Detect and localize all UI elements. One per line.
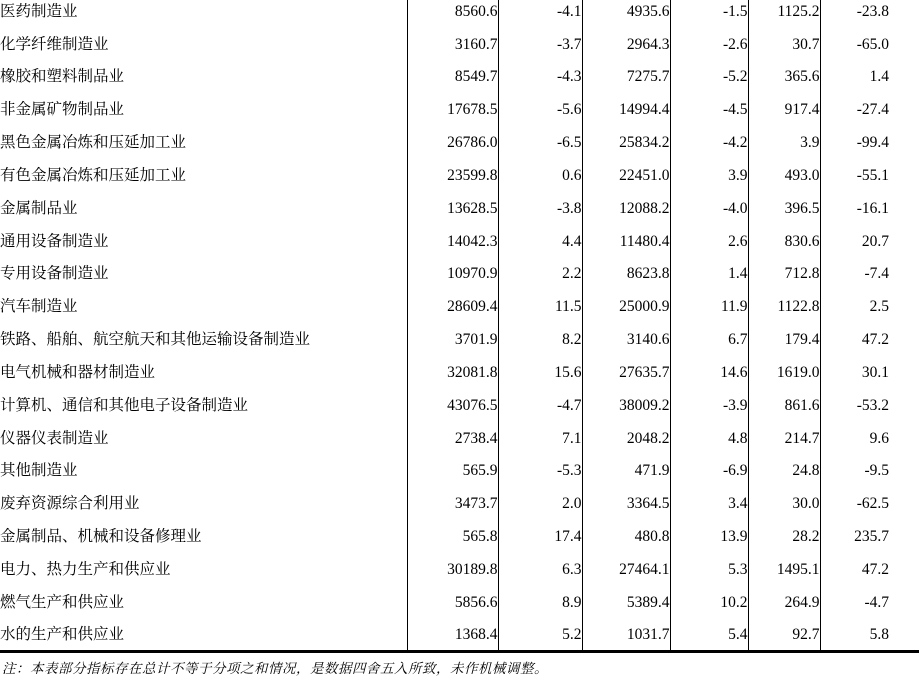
value-cell: 27464.1 bbox=[582, 553, 670, 586]
value-cell: 23599.8 bbox=[407, 159, 498, 192]
value-cell: 17.4 bbox=[498, 521, 582, 554]
table-row bbox=[0, 586, 919, 619]
value-cell: 11.5 bbox=[498, 291, 582, 324]
value-cell: 3.9 bbox=[748, 126, 820, 159]
value-cell: 25834.2 bbox=[582, 126, 670, 159]
value-cell: 917.4 bbox=[748, 94, 820, 127]
value-cell: 365.6 bbox=[748, 61, 820, 94]
value-cell: 8623.8 bbox=[582, 258, 670, 291]
value-cell: -5.2 bbox=[670, 61, 748, 94]
value-cell: 861.6 bbox=[748, 389, 820, 422]
value-cell: -1.5 bbox=[670, 0, 748, 28]
industry-name-cell: 电力、热力生产和供应业 bbox=[0, 553, 407, 586]
industry-name-cell: 铁路、船舶、航空航天和其他运输设备制造业 bbox=[0, 323, 407, 356]
value-cell: 830.6 bbox=[748, 225, 820, 258]
industry-name-cell: 计算机、通信和其他电子设备制造业 bbox=[0, 389, 407, 422]
value-cell: 13628.5 bbox=[407, 192, 498, 225]
value-cell: 3160.7 bbox=[407, 28, 498, 61]
value-cell: 30.1 bbox=[861, 363, 889, 381]
industry-name-cell: 有色金属冶炼和压延加工业 bbox=[0, 159, 407, 192]
table-row bbox=[0, 356, 919, 389]
value-cell: 1125.2 bbox=[748, 0, 820, 28]
value-cell: 25000.9 bbox=[582, 291, 670, 324]
value-cell: 10970.9 bbox=[407, 258, 498, 291]
industry-name-cell: 黑色金属冶炼和压延加工业 bbox=[0, 126, 407, 159]
value-cell: 5.4 bbox=[670, 619, 748, 652]
value-cell: -7.4 bbox=[864, 265, 889, 283]
industry-name-cell: 仪器仪表制造业 bbox=[0, 422, 407, 455]
value-cell: 20.7 bbox=[861, 232, 889, 250]
value-cell: 3.4 bbox=[670, 488, 748, 521]
value-cell: 2964.3 bbox=[582, 28, 670, 61]
value-cell: 1.4 bbox=[869, 68, 889, 86]
value-cell: 2.2 bbox=[498, 258, 582, 291]
value-cell: -55.1 bbox=[856, 166, 889, 184]
value-cell: 13.9 bbox=[670, 521, 748, 554]
table-row bbox=[0, 455, 919, 488]
industry-name-cell: 橡胶和塑料制品业 bbox=[0, 61, 407, 94]
value-cell: -4.2 bbox=[670, 126, 748, 159]
table-row bbox=[0, 553, 919, 586]
value-cell: 12088.2 bbox=[582, 192, 670, 225]
value-cell: -53.2 bbox=[856, 396, 889, 414]
value-cell: 396.5 bbox=[748, 192, 820, 225]
industry-name-cell: 电气机械和器材制造业 bbox=[0, 356, 407, 389]
value-cell: -2.6 bbox=[670, 28, 748, 61]
value-cell: -16.1 bbox=[856, 199, 889, 217]
value-cell: -5.3 bbox=[498, 455, 582, 488]
value-cell: 14042.3 bbox=[407, 225, 498, 258]
value-cell: -4.0 bbox=[670, 192, 748, 225]
table-row bbox=[0, 488, 919, 521]
value-cell: 17678.5 bbox=[407, 94, 498, 127]
table-row bbox=[0, 389, 919, 422]
value-cell: -23.8 bbox=[856, 2, 889, 20]
value-cell: 214.7 bbox=[748, 422, 820, 455]
value-cell: 1122.8 bbox=[748, 291, 820, 324]
value-cell: -65.0 bbox=[856, 35, 889, 53]
value-cell: 5.8 bbox=[869, 625, 889, 643]
value-cell: -4.5 bbox=[670, 94, 748, 127]
value-cell: 47.2 bbox=[861, 331, 889, 349]
value-cell: -3.8 bbox=[498, 192, 582, 225]
industry-name-cell: 水的生产和供应业 bbox=[0, 619, 407, 652]
value-cell: 3140.6 bbox=[582, 323, 670, 356]
value-cell: 43076.5 bbox=[407, 389, 498, 422]
value-cell: 2.6 bbox=[670, 225, 748, 258]
value-cell: 15.6 bbox=[498, 356, 582, 389]
value-cell: 28609.4 bbox=[407, 291, 498, 324]
table-row bbox=[0, 323, 919, 356]
value-cell: 2.5 bbox=[869, 298, 889, 316]
table-footnote: 注：本表部分指标存在总计不等于分项之和情况，是数据四舍五入所致，未作机械调整。 bbox=[2, 661, 548, 677]
value-cell: 14994.4 bbox=[582, 94, 670, 127]
value-cell: 30189.8 bbox=[407, 553, 498, 586]
industry-name-cell: 燃气生产和供应业 bbox=[0, 586, 407, 619]
value-cell: 6.3 bbox=[498, 553, 582, 586]
value-cell: 7.1 bbox=[498, 422, 582, 455]
value-cell: -3.9 bbox=[670, 389, 748, 422]
value-cell: 8560.6 bbox=[407, 0, 498, 28]
table-row bbox=[0, 422, 919, 455]
value-cell: 2.0 bbox=[498, 488, 582, 521]
table-row bbox=[0, 291, 919, 324]
value-cell: 235.7 bbox=[854, 528, 889, 546]
value-cell: 27635.7 bbox=[582, 356, 670, 389]
value-cell: 4935.6 bbox=[582, 0, 670, 28]
value-cell: 480.8 bbox=[582, 521, 670, 554]
value-cell: 0.6 bbox=[498, 159, 582, 192]
value-cell: 38009.2 bbox=[582, 389, 670, 422]
value-cell: -9.5 bbox=[864, 462, 889, 480]
value-cell: 3364.5 bbox=[582, 488, 670, 521]
table-row bbox=[0, 61, 919, 94]
value-cell: 26786.0 bbox=[407, 126, 498, 159]
value-cell: 1368.4 bbox=[407, 619, 498, 652]
value-cell: -62.5 bbox=[856, 495, 889, 513]
industry-name-cell: 医药制造业 bbox=[0, 0, 407, 28]
industry-name-cell: 废弃资源综合利用业 bbox=[0, 488, 407, 521]
value-cell: 5856.6 bbox=[407, 586, 498, 619]
value-cell: 14.6 bbox=[670, 356, 748, 389]
value-cell: -4.7 bbox=[498, 389, 582, 422]
value-cell: 30.0 bbox=[748, 488, 820, 521]
value-cell: 179.4 bbox=[748, 323, 820, 356]
value-cell: 7275.7 bbox=[582, 61, 670, 94]
value-cell: 4.8 bbox=[670, 422, 748, 455]
table-row bbox=[0, 126, 919, 159]
table-row bbox=[0, 619, 919, 652]
value-cell: -4.1 bbox=[498, 0, 582, 28]
value-cell: -6.5 bbox=[498, 126, 582, 159]
value-cell: -3.7 bbox=[498, 28, 582, 61]
value-cell: 1495.1 bbox=[748, 553, 820, 586]
value-cell: 1031.7 bbox=[582, 619, 670, 652]
value-cell: 8.9 bbox=[498, 586, 582, 619]
value-cell: 1.4 bbox=[670, 258, 748, 291]
value-cell: 4.4 bbox=[498, 225, 582, 258]
value-cell: 471.9 bbox=[582, 455, 670, 488]
industry-name-cell: 金属制品、机械和设备修理业 bbox=[0, 521, 407, 554]
industry-name-cell: 化学纤维制造业 bbox=[0, 28, 407, 61]
table-row bbox=[0, 192, 919, 225]
value-cell: 712.8 bbox=[748, 258, 820, 291]
value-cell: -4.7 bbox=[864, 593, 889, 611]
value-cell: 11480.4 bbox=[582, 225, 670, 258]
value-cell: 565.9 bbox=[407, 455, 498, 488]
industry-name-cell: 汽车制造业 bbox=[0, 291, 407, 324]
value-cell: 32081.8 bbox=[407, 356, 498, 389]
value-cell: 3.9 bbox=[670, 159, 748, 192]
value-cell: 5.2 bbox=[498, 619, 582, 652]
value-cell: 493.0 bbox=[748, 159, 820, 192]
industry-name-cell: 专用设备制造业 bbox=[0, 258, 407, 291]
industry-name-cell: 其他制造业 bbox=[0, 455, 407, 488]
value-cell: 5.3 bbox=[670, 553, 748, 586]
table-row bbox=[0, 521, 919, 554]
value-cell: 5389.4 bbox=[582, 586, 670, 619]
value-cell: -6.9 bbox=[670, 455, 748, 488]
value-cell: 264.9 bbox=[748, 586, 820, 619]
value-cell: 22451.0 bbox=[582, 159, 670, 192]
value-cell: 10.2 bbox=[670, 586, 748, 619]
value-cell: 8.2 bbox=[498, 323, 582, 356]
value-cell: 30.7 bbox=[748, 28, 820, 61]
value-cell: 1619.0 bbox=[748, 356, 820, 389]
value-cell: 3701.9 bbox=[407, 323, 498, 356]
value-cell: -5.6 bbox=[498, 94, 582, 127]
value-cell: -27.4 bbox=[856, 101, 889, 119]
table-row bbox=[0, 258, 919, 291]
value-cell: 8549.7 bbox=[407, 61, 498, 94]
value-cell: 24.8 bbox=[748, 455, 820, 488]
table-row bbox=[0, 0, 919, 28]
industry-name-cell: 通用设备制造业 bbox=[0, 225, 407, 258]
value-cell: 2738.4 bbox=[407, 422, 498, 455]
value-cell: 2048.2 bbox=[582, 422, 670, 455]
value-cell: 565.8 bbox=[407, 521, 498, 554]
table-row bbox=[0, 225, 919, 258]
value-cell: 9.6 bbox=[869, 429, 889, 447]
table-row bbox=[0, 28, 919, 61]
table-row bbox=[0, 94, 919, 127]
value-cell: 11.9 bbox=[670, 291, 748, 324]
value-cell: -99.4 bbox=[856, 134, 889, 152]
table-row bbox=[0, 159, 919, 192]
value-cell: 92.7 bbox=[748, 619, 820, 652]
industry-name-cell: 非金属矿物制品业 bbox=[0, 94, 407, 127]
value-cell: 6.7 bbox=[670, 323, 748, 356]
value-cell: 28.2 bbox=[748, 521, 820, 554]
value-cell: 3473.7 bbox=[407, 488, 498, 521]
value-cell: 47.2 bbox=[861, 561, 889, 579]
industry-name-cell: 金属制品业 bbox=[0, 192, 407, 225]
value-cell: -4.3 bbox=[498, 61, 582, 94]
